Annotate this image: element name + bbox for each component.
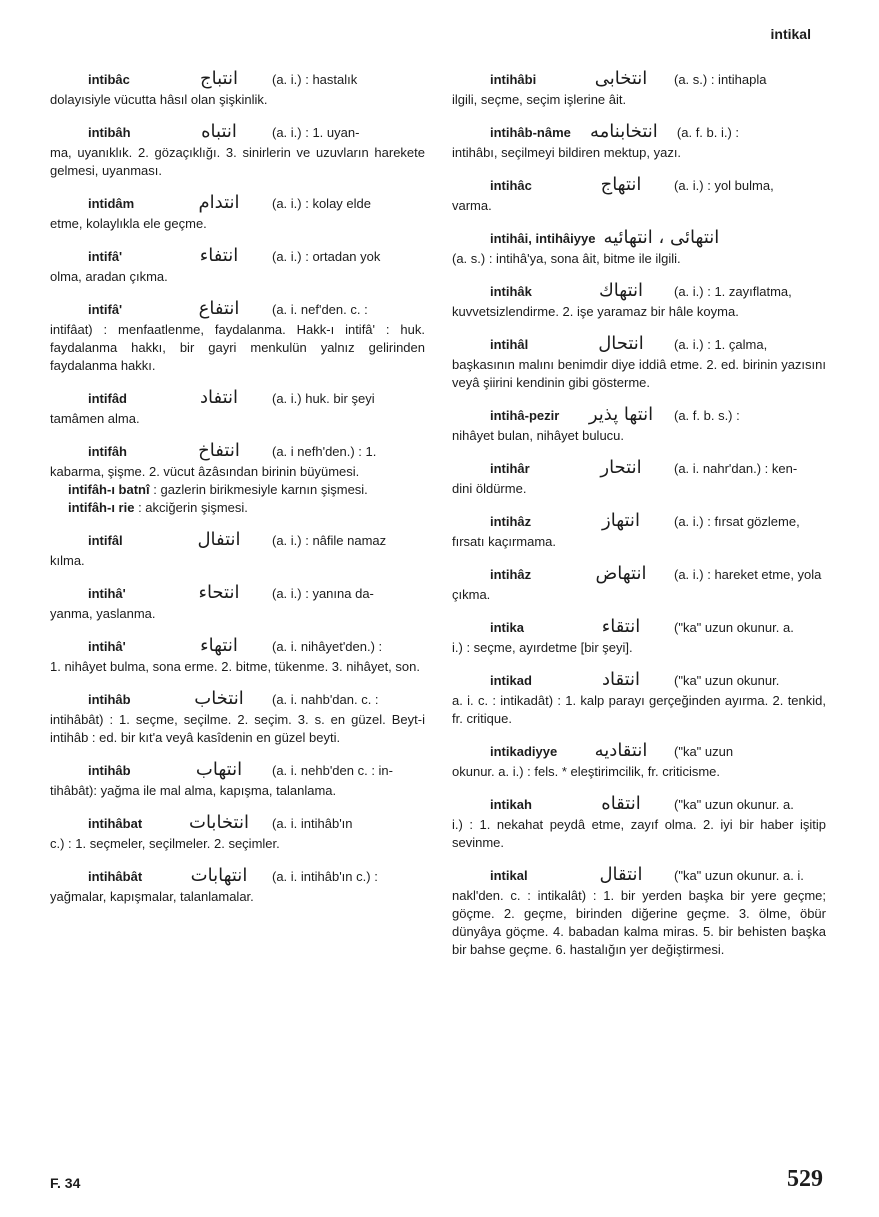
dictionary-entry (50, 389, 425, 428)
definition: i.) : 1. nekahat peydâ etme, zayıf olma. 2. iyi bir haber işitip sevinme. (452, 817, 826, 850)
headword: intikah (490, 797, 532, 812)
arabic-spelling: انتهاض (595, 563, 647, 584)
definition: tihâbât): yağma ile mal alma, kapışma, talanlama. (50, 783, 337, 798)
definition: kabarma, şişme. 2. vücut âzâsından birinin büyümesi. (50, 464, 360, 479)
dictionary-entry (50, 70, 425, 109)
dictionary-entry (452, 512, 826, 551)
definition: yağmalar, kapışmalar, talanlamalar. (50, 889, 254, 904)
grammar-note: (a. i.) : hastalık (272, 72, 358, 87)
headword: intibâc (88, 72, 130, 87)
definition: olma, aradan çıkma. (50, 269, 168, 284)
definition: etme, kolaylıkla ele geçme. (50, 216, 207, 231)
definition: (a. s.) : intihâ'ya, sona âit, bitme ile ilgili. (452, 251, 681, 266)
entry-headline (50, 531, 425, 550)
grammar-note: (a. i.) huk. bir şeyi (272, 391, 375, 406)
arabic-spelling: انتهاك (598, 280, 644, 301)
grammar-note: ("ka" uzun okunur. (674, 673, 780, 688)
grammar-note: (a. i.) : hareket etme, yola (674, 567, 822, 582)
arabic-spelling: انتباه (201, 121, 237, 142)
entry-headline (50, 442, 425, 461)
dictionary-entry (50, 194, 425, 233)
arabic-spelling: انتقاد (601, 669, 641, 690)
left-column (50, 70, 425, 920)
grammar-note: (a. i.) : nâfile namaz (272, 533, 387, 548)
entry-headline (50, 814, 425, 833)
running-head: intikal (770, 26, 811, 42)
grammar-note: (a. i. nehb'den c. : in- (272, 763, 393, 778)
arabic-spelling: انتقاه (601, 793, 641, 814)
dictionary-entry (452, 70, 826, 109)
headword: intifâd (88, 391, 127, 406)
headword: intihâr (490, 461, 530, 476)
arabic-spelling: انتخاب (194, 688, 244, 709)
definition: fırsatı kaçırmama. (452, 534, 557, 549)
sub-entry-term: intifâh-ı batnî (68, 482, 150, 497)
entry-headline (452, 795, 826, 814)
dictionary-entry (452, 459, 826, 498)
dictionary-entry (50, 442, 425, 517)
headword: intihâ-pezir (490, 408, 560, 423)
headword: intihâb (88, 763, 131, 778)
arabic-spelling: انتحال (598, 333, 644, 354)
dictionary-entry (452, 335, 826, 392)
headword: intikal (490, 868, 528, 883)
entry-headline (452, 742, 826, 761)
definition: çıkma. (452, 587, 491, 602)
definition: yanma, yaslanma. (50, 606, 156, 621)
headword: intihâbi (490, 72, 537, 87)
headword: intifâ' (88, 302, 123, 317)
entry-headline (50, 123, 425, 142)
definition: i.) : seçme, ayırdetme [bir şeyi]. (452, 640, 633, 655)
dictionary-entry (452, 229, 826, 268)
grammar-note: (a. i. nahr'dan.) : ken- (674, 461, 798, 476)
arabic-spelling: انتفاخ (198, 440, 240, 461)
arabic-spelling: انتفال (197, 529, 241, 550)
arabic-spelling: انتفاع (198, 298, 240, 319)
dictionary-entry (452, 795, 826, 852)
grammar-note: ("ka" uzun (674, 744, 734, 759)
arabic-spelling: انتدام (198, 192, 240, 213)
headword: intihâc (490, 178, 532, 193)
arabic-spelling: انتفاد (199, 387, 239, 408)
dictionary-entry (452, 176, 826, 215)
arabic-spelling: انتحاء (198, 582, 240, 603)
sub-entry-text: : akciğerin şişmesi. (138, 500, 248, 515)
grammar-note: (a. i.) : 1. zayıflatma, (674, 284, 792, 299)
dictionary-entry (452, 406, 826, 445)
entry-headline (452, 671, 826, 690)
dictionary-entry (452, 123, 826, 162)
headword: intihâz (490, 567, 532, 582)
dictionary-entry (50, 637, 425, 676)
headword: intika (490, 620, 524, 635)
grammar-note: (a. i.) : 1. uyan- (272, 125, 360, 140)
dictionary-entry (50, 300, 425, 375)
dictionary-entry (50, 761, 425, 800)
arabic-spelling: انتحار (600, 457, 642, 478)
grammar-note: (a. i nefh'den.) : 1. (272, 444, 377, 459)
dictionary-entry (452, 618, 826, 657)
entry-headline (50, 300, 425, 319)
entry-headline (50, 70, 425, 89)
definition: kuvvetsizlendirme. 2. işe yaramaz bir hâle koyma. (452, 304, 739, 319)
headword: intifâl (88, 533, 123, 548)
definition: intihâbât) : 1. seçme, seçilme. 2. seçim. 3. s. en güzel. Beyt-i intihâb : ed. bir kıt'a veyâ kasîdenin en güzel beyti. (50, 712, 425, 745)
definition: varma. (452, 198, 492, 213)
grammar-note: (a. i. intihâb'ın (272, 816, 353, 831)
headword: intihâl (490, 337, 529, 352)
dictionary-entry (452, 282, 826, 321)
arabic-spelling: انتهاج (600, 174, 642, 195)
dictionary-entry (50, 123, 425, 180)
dictionary-entry (50, 690, 425, 747)
arabic-spelling: انتخابى (594, 68, 648, 89)
sub-entry-term: intifâh-ı rie (68, 500, 135, 515)
entry-headline (452, 176, 826, 195)
headword: intihâbât (88, 869, 143, 884)
dictionary-entry (452, 742, 826, 781)
entry-headline (452, 512, 826, 531)
arabic-spelling: انتباج (200, 68, 238, 89)
sub-entry (50, 481, 425, 499)
headword: intihâk (490, 284, 532, 299)
entry-headline (50, 637, 425, 656)
arabic-spelling: انتها پذير (588, 404, 654, 425)
grammar-note: (a. i.) : yol bulma, (674, 178, 774, 193)
grammar-note: (a. i.) : fırsat gözleme, (674, 514, 800, 529)
arabic-spelling: انتخابات (189, 812, 249, 833)
definition: dolayısiyle vücutta hâsıl olan şişkinlik. (50, 92, 268, 107)
grammar-note: (a. f. b. i.) : (676, 125, 740, 140)
definition: a. i. c. : intikadât) : 1. kalp parayı gerçeğinden ayırma. 2. tenkid, fr. critique. (452, 693, 826, 726)
definition: c.) : 1. seçmeler, seçilmeler. 2. seçimler. (50, 836, 280, 851)
dictionary-entry (452, 866, 826, 959)
arabic-spelling: انتهاء (200, 635, 238, 656)
definition: nakl'den. c. : intikalât) : 1. bir yerden başka bir yere geçme; göçme. 2. geçme, birinden diğerine geçme. 3. ölme, öbür dünyâya göçme. 4. babadan kalma miras. 5. bir behisten başka bir bahse geçme. 6. hastalığın yer değiştirmesi. (452, 888, 826, 957)
definition: tamâmen alma. (50, 411, 140, 426)
dictionary-entry (50, 584, 425, 623)
headword: intihâbat (88, 816, 143, 831)
entry-headline (452, 282, 826, 301)
arabic-spelling: انتقال (599, 864, 643, 885)
entry-headline (452, 123, 826, 142)
arabic-spelling: انتقاديه (594, 740, 648, 761)
entry-headline (50, 584, 425, 603)
grammar-note: (a. i.) : kolay elde (272, 196, 371, 211)
grammar-note: (a. i.) : yanına da- (272, 586, 374, 601)
entry-headline (452, 406, 826, 425)
definition: ma, uyanıklık. 2. gözaçıklığı. 3. sinirlerin ve uzuvların harekete gelmesi, uyanması. (50, 145, 425, 178)
headword: intibâh (88, 125, 131, 140)
definition: nihâyet bulan, nihâyet bulucu. (452, 428, 625, 443)
grammar-note: (a. f. b. s.) : (674, 408, 740, 423)
definition: okunur. a. i.) : fels. * eleştirimcilik, fr. criticisme. (452, 764, 721, 779)
entry-headline (452, 70, 826, 89)
grammar-note: (a. i. intihâb'ın c.) : (272, 869, 378, 884)
dictionary-entry (452, 565, 826, 604)
grammar-note: ("ka" uzun okunur. a. (674, 797, 794, 812)
grammar-note: (a. s.) : intihapla (674, 72, 767, 87)
grammar-note: (a. i. nihâyet'den.) : (272, 639, 383, 654)
headword: intidâm (88, 196, 135, 211)
entry-headline (50, 690, 425, 709)
definition: başkasının malını benimdir diye iddiâ etme. 2. ed. birinin yazısını veyâ şiirini kendinin gibi gösterme. (452, 357, 826, 390)
headword: intihâz (490, 514, 532, 529)
dictionary-entry (452, 671, 826, 728)
headword: intifâh (88, 444, 127, 459)
definition: kılma. (50, 553, 85, 568)
entry-headline (50, 194, 425, 213)
headword: intihâi, intihâiyye (490, 231, 596, 246)
dictionary-entry (50, 867, 425, 906)
dictionary-entry (50, 814, 425, 853)
grammar-note: (a. i. nahb'dan. c. : (272, 692, 379, 707)
arabic-spelling: انتهاب (195, 759, 243, 780)
headword: intihâ' (88, 639, 126, 654)
sheet-signature: F. 34 (50, 1175, 81, 1191)
grammar-note: ("ka" uzun okunur. a. (674, 620, 794, 635)
headword: intikadiyye (490, 744, 558, 759)
definition: dini öldürme. (452, 481, 527, 496)
arabic-spelling: انتهاز (602, 510, 640, 531)
entry-headline (50, 867, 425, 886)
headword: intihâ' (88, 586, 126, 601)
page-number: 529 (787, 1166, 823, 1192)
entry-headline (452, 618, 826, 637)
entry-headline (452, 459, 826, 478)
headword: intihâb (88, 692, 131, 707)
right-column (452, 70, 826, 973)
definition: ilgili, seçme, seçim işlerine âit. (452, 92, 627, 107)
entry-headline (452, 229, 826, 248)
headword: intihâb-nâme (490, 125, 571, 140)
definition: 1. nihâyet bulma, sona erme. 2. bitme, tükenme. 3. nihâyet, son. (50, 659, 420, 674)
headword: intifâ' (88, 249, 123, 264)
grammar-note: ("ka" uzun okunur. a. i. (674, 868, 804, 883)
entry-headline (50, 761, 425, 780)
entry-headline (452, 565, 826, 584)
grammar-note: (a. i.) : 1. çalma, (674, 337, 768, 352)
arabic-spelling: انتخابنامه (590, 121, 658, 142)
definition: intihâbı, seçilmeyi bildiren mektup, yazı. (452, 145, 682, 160)
arabic-spelling: انتهابات (190, 865, 248, 886)
sub-entry-text: : gazlerin birikmesiyle karnın şişmesi. (153, 482, 368, 497)
arabic-spelling: انتهائى ، انتهائيه (603, 227, 720, 248)
grammar-note: (a. i.) : ortadan yok (272, 249, 381, 264)
entry-headline (452, 866, 826, 885)
definition: intifâat) : menfaatlenme, faydalanma. Hakk-ı intifâ' : huk. faydalanma hakkı, bir gayri menkulün yalnız gelirinden faydalanma hakkı. (50, 322, 425, 373)
sub-entry (50, 499, 425, 517)
arabic-spelling: انتفاء (199, 245, 239, 266)
grammar-note: (a. i. nef'den. c. : (272, 302, 368, 317)
entry-headline (50, 247, 425, 266)
dictionary-entry (50, 531, 425, 570)
headword: intikad (490, 673, 532, 688)
entry-headline (452, 335, 826, 354)
entry-headline (50, 389, 425, 408)
dictionary-entry (50, 247, 425, 286)
arabic-spelling: انتقاء (601, 616, 641, 637)
